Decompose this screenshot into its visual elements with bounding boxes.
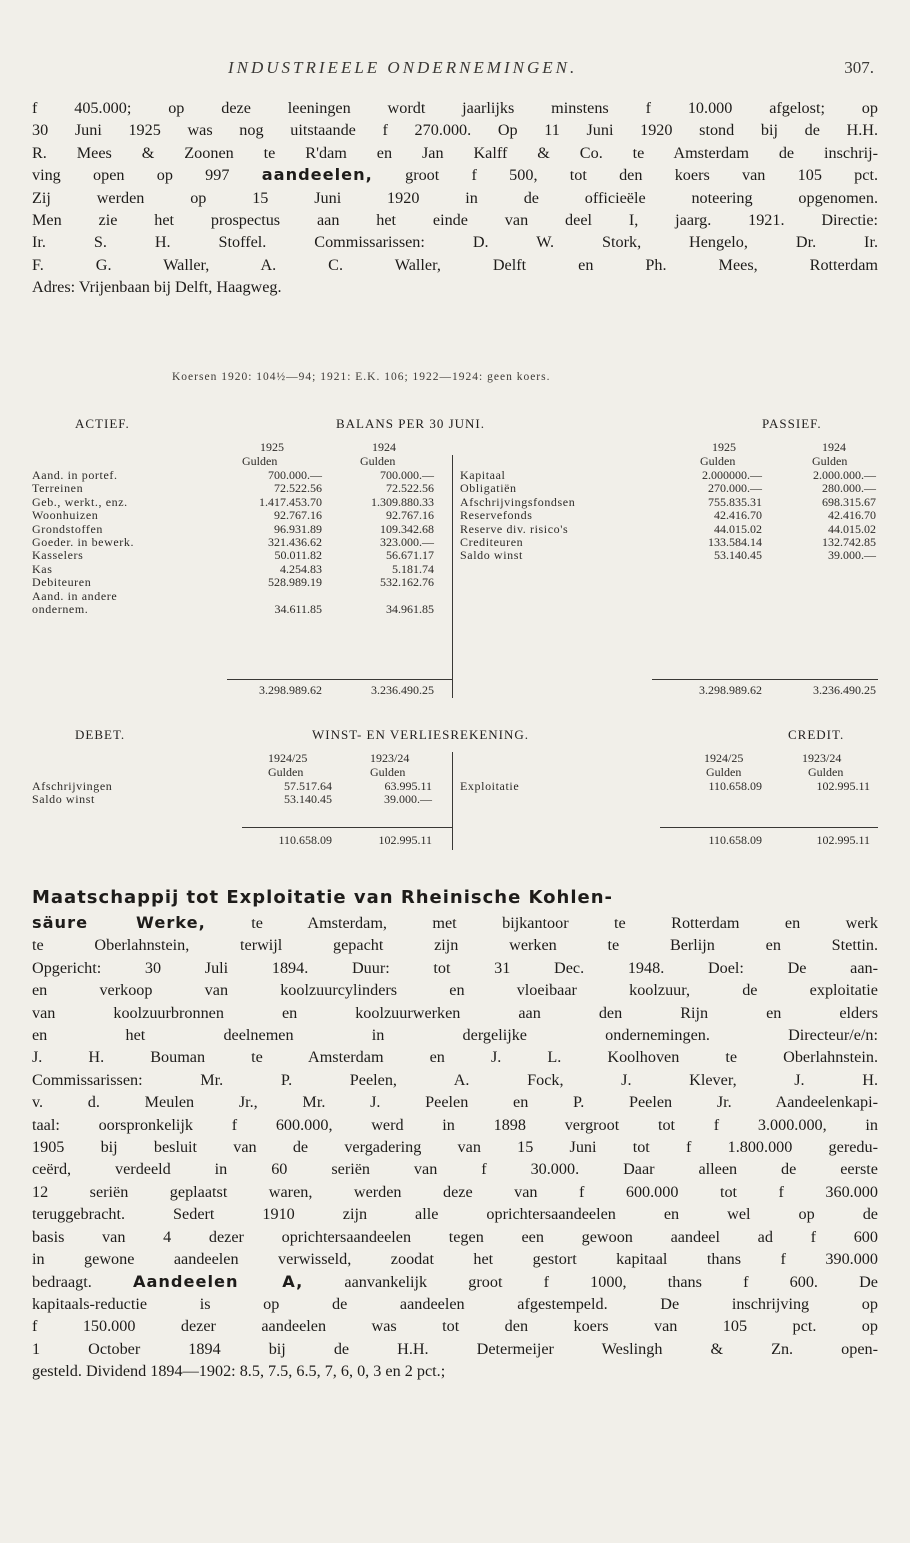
passief-row-v1925: 44.015.02 bbox=[714, 521, 762, 536]
debet-total-rule bbox=[242, 827, 452, 828]
actief-total-rule bbox=[227, 679, 452, 680]
credit-total-1: 110.658.09 bbox=[708, 833, 762, 847]
actief-row bbox=[32, 509, 452, 522]
passief-row bbox=[456, 549, 878, 562]
winst-year-right-2: 1923/24 bbox=[802, 751, 842, 765]
actief-row bbox=[32, 496, 452, 509]
credit-row-v1: 110.658.09 bbox=[708, 779, 762, 793]
passief-row-v1925: 53.140.45 bbox=[714, 548, 762, 563]
passief-row-v1924: 2.000.000.— bbox=[813, 468, 876, 482]
passief-row-v1924: 44.015.02 bbox=[828, 521, 876, 536]
credit-row bbox=[456, 780, 878, 793]
passief-row-v1924: 132.742.85 bbox=[822, 534, 876, 549]
passief-row-v1924: 39.000.— bbox=[828, 548, 876, 563]
debet-row-v1: 53.140.45 bbox=[284, 792, 332, 807]
actief-row-v1925: 700.000.— bbox=[268, 468, 322, 482]
intro-line: 30 Juni 1925 was nog uitstaande f 270.000. Op 11 Juni 1920 stond bij de H.H. bbox=[32, 121, 878, 140]
actief-row-label: Aand. in andere bbox=[32, 588, 118, 603]
credit-total-rule bbox=[660, 827, 878, 828]
actief-row bbox=[32, 590, 452, 603]
company-line: gesteld. Dividend 1894—1902: 8.5, 7.5, 6.5, 7, 6, 0, 3 en 2 pct.; bbox=[32, 1362, 446, 1381]
winst-year-left-1: 1924/25 bbox=[268, 751, 308, 765]
actief-row-label: Kas bbox=[32, 561, 53, 576]
balans-table bbox=[32, 441, 878, 701]
balans-actief-header: ACTIEF. bbox=[75, 416, 130, 431]
passief-row-label: Kapitaal bbox=[460, 468, 506, 482]
company-line: bedraagt. Aandeelen A, aanvankelijk groot f 1000, thans f 600. De bbox=[32, 1271, 878, 1291]
debet-row bbox=[32, 793, 452, 806]
intro-line: Adres: Vrijenbaan bij Delft, Haagweg. bbox=[32, 278, 282, 297]
company-heading: Maatschappij tot Exploitatie van Rheinische Kohlen- bbox=[32, 887, 614, 908]
koersen-line: Koersen 1920: 104½—94; 1921: E.K. 106; 1922—1924: geen koers. bbox=[172, 371, 551, 383]
actief-row-label: Geb., werkt., enz. bbox=[32, 494, 128, 509]
actief-row-v1924: 34.961.85 bbox=[386, 601, 434, 616]
balans-divider bbox=[452, 455, 453, 698]
company-line: 12 seriën geplaatst waren, werden deze van f 600.000 tot f 360.000 bbox=[32, 1182, 878, 1201]
actief-total-1925: 3.298.989.62 bbox=[259, 683, 322, 697]
passief-row bbox=[456, 496, 878, 509]
winst-year-left-2: 1923/24 bbox=[370, 751, 410, 765]
passief-row-label: Crediteuren bbox=[460, 534, 524, 549]
actief-total-1924: 3.236.490.25 bbox=[371, 683, 434, 697]
winst-unit-right-1: Gulden bbox=[706, 765, 742, 779]
company-line: f 150.000 dezer aandeelen was tot den koers van 105 pct. op bbox=[32, 1317, 878, 1336]
company-line: ceërd, verdeeld in 60 seriën van f 30.000. Daar alleen de eerste bbox=[32, 1160, 878, 1179]
actief-row-v1924: 92.767.16 bbox=[386, 508, 434, 523]
passief-total-1925: 3.298.989.62 bbox=[699, 683, 762, 697]
credit-total-2: 102.995.11 bbox=[816, 833, 870, 847]
debet-row-label: Saldo winst bbox=[32, 792, 95, 807]
passief-row bbox=[456, 469, 878, 482]
passief-row bbox=[456, 536, 878, 549]
running-head bbox=[0, 58, 910, 82]
company-line: van koolzuurbronnen en koolzuurwerken aan den Rijn en elders bbox=[32, 1003, 878, 1022]
balans-title: BALANS PER 30 JUNI. bbox=[336, 416, 486, 431]
page-number: 307. bbox=[844, 58, 874, 77]
actief-row-v1924: 56.671.17 bbox=[386, 548, 434, 563]
winst-table bbox=[32, 752, 878, 852]
credit-row-label: Exploitatie bbox=[460, 779, 520, 793]
company-line: taal: oorspronkelijk f 600.000, werd in 1898 vergroot tot f 3.000.000, in bbox=[32, 1115, 878, 1134]
company-line: Commissarissen: Mr. P. Peelen, A. Fock, J. Klever, J. H. bbox=[32, 1070, 878, 1089]
company-line: in gewone aandeelen verwisseld, zoodat het gestort kapitaal thans f 390.000 bbox=[32, 1250, 878, 1269]
debet-row-v1: 57.517.64 bbox=[284, 779, 332, 793]
company-line: Opgericht: 30 Juli 1894. Duur: tot 31 Dec. 1948. Doel: De aan- bbox=[32, 958, 878, 977]
winst-unit-left-1: Gulden bbox=[268, 765, 304, 779]
actief-row-label: Grondstoffen bbox=[32, 521, 103, 536]
balans-unit-right-1: Gulden bbox=[700, 454, 736, 468]
company-line: v. d. Meulen Jr., Mr. J. Peelen en P. Peelen Jr. Aandeelenkapi- bbox=[32, 1093, 878, 1112]
actief-row-v1925: 528.989.19 bbox=[268, 575, 322, 590]
passief-row-label: Saldo winst bbox=[460, 548, 523, 563]
passief-total-1924: 3.236.490.25 bbox=[813, 683, 876, 697]
passief-row-label: Obligatiën bbox=[460, 481, 517, 496]
passief-row-v1925: 42.416.70 bbox=[714, 508, 762, 523]
company-line: J. H. Bouman te Amsterdam en J. L. Koolhoven te Oberlahnstein. bbox=[32, 1048, 878, 1067]
balans-unit-right-2: Gulden bbox=[812, 454, 848, 468]
winst-unit-left-2: Gulden bbox=[370, 765, 406, 779]
actief-list bbox=[32, 469, 452, 616]
passief-total-rule bbox=[652, 679, 878, 680]
intro-paragraph bbox=[32, 97, 878, 299]
intro-line: f 405.000; op deze leeningen wordt jaarlijks minstens f 10.000 afgelost; op bbox=[32, 99, 878, 117]
passief-row-label: Afschrijvingsfondsen bbox=[460, 494, 576, 509]
balans-unit-left-2: Gulden bbox=[360, 454, 396, 468]
debet-row-v2: 63.995.11 bbox=[384, 779, 432, 793]
actief-row-v1924: 323.000.— bbox=[380, 534, 434, 549]
actief-row-label: ondernem. bbox=[32, 601, 89, 616]
winst-year-right-1: 1924/25 bbox=[704, 751, 744, 765]
winst-title: WINST- EN VERLIESREKENING. bbox=[312, 727, 530, 742]
actief-row-v1925: 50.011.82 bbox=[274, 548, 322, 563]
actief-row-label: Terreinen bbox=[32, 481, 84, 496]
intro-line: F. G. Waller, A. C. Waller, Delft en Ph. Mees, Rotterdam bbox=[32, 255, 878, 274]
passief-row-v1925: 270.000.— bbox=[708, 481, 762, 496]
company-line: en het deelnemen in dergelijke ondernemingen. Directeur/e/n: bbox=[32, 1026, 878, 1045]
actief-row bbox=[32, 536, 452, 549]
actief-row-v1924: 1.309.880.33 bbox=[371, 494, 434, 509]
actief-row-v1924: 532.162.76 bbox=[380, 575, 434, 590]
actief-row bbox=[32, 482, 452, 495]
company-line: te Oberlahnstein, terwijl gepacht zijn werken te Berlijn en Stettin. bbox=[32, 936, 878, 955]
running-head-title: INDUSTRIEELE ONDERNEMINGEN. bbox=[228, 58, 578, 77]
actief-row-v1925: 72.522.56 bbox=[274, 481, 322, 496]
actief-row-v1925: 96.931.89 bbox=[274, 521, 322, 536]
company-line: teruggebracht. Sedert 1910 zijn alle oprichtersaandeelen en wel op de bbox=[32, 1205, 878, 1224]
passief-row-v1925: 2.000000.— bbox=[702, 468, 762, 482]
actief-row bbox=[32, 603, 452, 616]
actief-row-v1924: 72.522.56 bbox=[386, 481, 434, 496]
actief-row bbox=[32, 469, 452, 482]
passief-row-v1925: 133.584.14 bbox=[708, 534, 762, 549]
balans-passief-header: PASSIEF. bbox=[762, 416, 822, 431]
company-line: kapitaals-reductie is op de aandeelen afgestempeld. De inschrijving op bbox=[32, 1294, 878, 1313]
debet-row-v2: 39.000.— bbox=[384, 792, 432, 807]
actief-row-label: Kasselers bbox=[32, 548, 84, 563]
actief-row-v1925: 34.611.85 bbox=[274, 601, 322, 616]
actief-row-label: Woonhuizen bbox=[32, 508, 99, 523]
debet-row-label: Afschrijvingen bbox=[32, 779, 113, 793]
passief-row-v1924: 698.315.67 bbox=[822, 494, 876, 509]
actief-row-v1925: 4.254.83 bbox=[280, 561, 322, 576]
company-line: 1905 bij besluit van de vergadering van 15 Juni tot f 1.800.000 geredu- bbox=[32, 1138, 878, 1157]
debet-list bbox=[32, 780, 452, 807]
credit-row-v2: 102.995.11 bbox=[816, 779, 870, 793]
company-paragraph bbox=[32, 912, 878, 1383]
company-line: 1 October 1894 bij de H.H. Determeijer Weslingh & Zn. open- bbox=[32, 1339, 878, 1358]
passief-row bbox=[456, 509, 878, 522]
balans-year-right-1: 1925 bbox=[712, 440, 736, 454]
company-line: säure Werke, te Amsterdam, met bijkantoor te Rotterdam en werk bbox=[32, 913, 878, 932]
actief-row-v1924: 700.000.— bbox=[380, 468, 434, 482]
balans-year-left-2: 1924 bbox=[372, 440, 396, 454]
company-line: basis van 4 dezer oprichtersaandeelen tegen een gewoon aandeel ad f 600 bbox=[32, 1227, 878, 1246]
winst-unit-right-2: Gulden bbox=[808, 765, 844, 779]
company-line: en verkoop van koolzuurcylinders en vloeibaar koolzuur, de exploitatie bbox=[32, 981, 878, 1000]
actief-row bbox=[32, 523, 452, 536]
actief-row-v1924: 109.342.68 bbox=[380, 521, 434, 536]
winst-debet-header: DEBET. bbox=[75, 727, 126, 742]
passief-row-v1925: 755.835.31 bbox=[708, 494, 762, 509]
passief-row-label: Reserve div. risico's bbox=[460, 521, 569, 536]
passief-row-label: Reservefonds bbox=[460, 508, 533, 523]
debet-total-2: 102.995.11 bbox=[378, 833, 432, 847]
balans-year-left-1: 1925 bbox=[260, 440, 284, 454]
passief-row bbox=[456, 523, 878, 536]
actief-row bbox=[32, 563, 452, 576]
actief-row-label: Goeder. in bewerk. bbox=[32, 534, 135, 549]
actief-row-v1925: 321.436.62 bbox=[268, 534, 322, 549]
intro-line: Ir. S. H. Stoffel. Commissarissen: D. W. Stork, Hengelo, Dr. Ir. bbox=[32, 233, 878, 252]
actief-row-v1924: 5.181.74 bbox=[392, 561, 434, 576]
actief-row-label: Debiteuren bbox=[32, 575, 92, 590]
passief-list bbox=[456, 469, 878, 563]
debet-total-1: 110.658.09 bbox=[278, 833, 332, 847]
actief-row bbox=[32, 576, 452, 589]
actief-row-v1925: 1.417.453.70 bbox=[259, 494, 322, 509]
intro-line: R. Mees & Zoonen te R'dam en Jan Kalff & Co. te Amsterdam de inschrij- bbox=[32, 143, 878, 162]
balans-unit-left-1: Gulden bbox=[242, 454, 278, 468]
passief-row bbox=[456, 482, 878, 495]
actief-row bbox=[32, 549, 452, 562]
passief-row-v1924: 42.416.70 bbox=[828, 508, 876, 523]
actief-row-label: Aand. in portef. bbox=[32, 468, 118, 482]
credit-list bbox=[456, 780, 878, 793]
intro-line: Zij werden op 15 Juni 1920 in de officieële noteering opgenomen. bbox=[32, 188, 878, 207]
intro-line: Men zie het prospectus aan het einde van deel I, jaarg. 1921. Directie: bbox=[32, 211, 878, 230]
balans-year-right-2: 1924 bbox=[822, 440, 846, 454]
winst-credit-header: CREDIT. bbox=[788, 727, 845, 742]
actief-row-v1925: 92.767.16 bbox=[274, 508, 322, 523]
passief-row-v1924: 280.000.— bbox=[822, 481, 876, 496]
intro-line: ving open op 997 aandeelen, groot f 500, tot den koers van 105 pct. bbox=[32, 165, 878, 185]
debet-row bbox=[32, 780, 452, 793]
